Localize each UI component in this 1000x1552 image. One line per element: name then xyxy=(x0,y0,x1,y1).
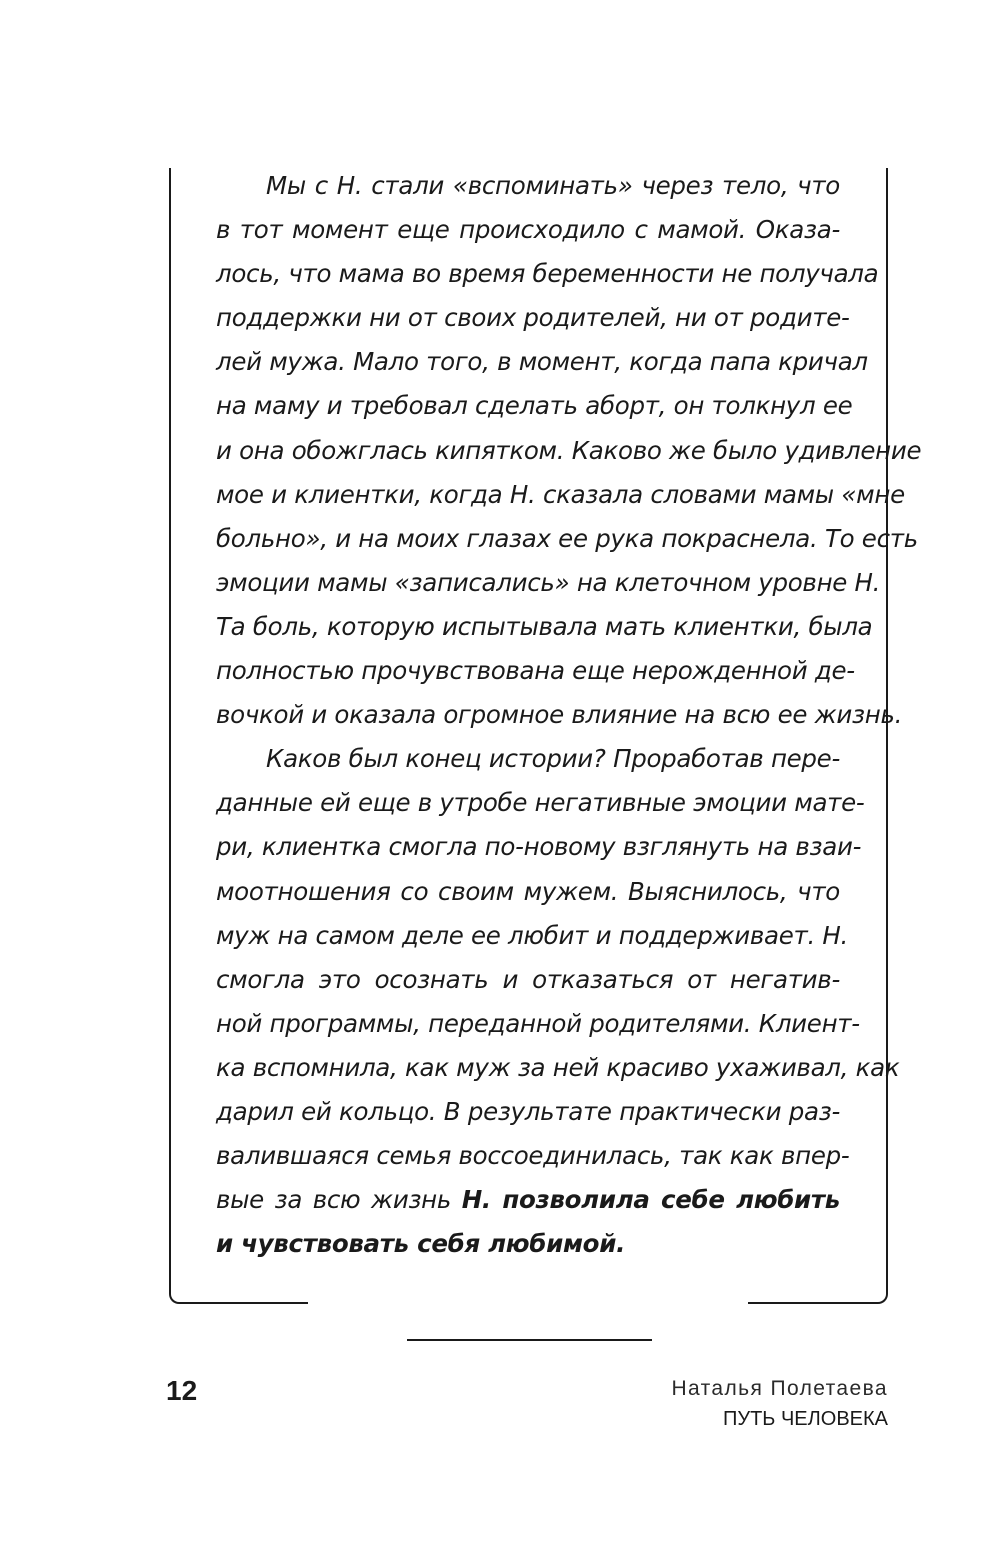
text-line: мое и клиентки, когда Н. сказала словами мамы «мне xyxy=(216,479,905,509)
bold-text-line: и чувствовать себя любимой. xyxy=(216,1229,626,1259)
text-line: поддержки ни от своих родителей, ни от родите- xyxy=(216,303,850,333)
text-line: муж на самом деле ее любит и поддерживает. Н. xyxy=(216,920,849,950)
boxed-text xyxy=(216,164,922,1266)
text-line: моотношения со своим мужем. Выяснилось, что xyxy=(216,876,840,906)
text-line: и она обожглась кипятком. Каково же было удивление xyxy=(216,435,922,465)
text-line: эмоции мамы «записались» на клеточном уровне Н. xyxy=(216,567,881,597)
frame-bottom-right-line xyxy=(748,1302,878,1304)
text-line-mixed xyxy=(216,1178,840,1222)
text-line: ной программы, переданной родителями. Клиент- xyxy=(216,1008,860,1038)
text-line: Мы с Н. стали «вспоминать» через тело, что xyxy=(266,171,840,200)
footer-separator xyxy=(407,1339,652,1341)
text-line: больно», и на моих глазах ее рука покраснела. То есть xyxy=(216,523,918,553)
text-line: Каков был конец истории? Проработав пере- xyxy=(266,744,840,774)
page-number: 12 xyxy=(166,1375,198,1406)
text-run: вые за всю жизнь xyxy=(216,1185,462,1215)
frame-right-border xyxy=(876,168,888,1304)
text-line: смогла это осознать и отказаться от негатив- xyxy=(216,964,840,994)
text-line: данные ей еще в утробе негативные эмоции мате- xyxy=(216,788,865,818)
text-line: валившаяся семья воссоединилась, так как впер- xyxy=(216,1141,850,1171)
frame-bottom-left-line xyxy=(180,1302,308,1304)
text-line: на маму и требовал сделать аборт, он толкнул ее xyxy=(216,391,853,421)
text-line: ка вспомнила, как муж за ней красиво ухаживал, как xyxy=(216,1052,900,1082)
author-name: Наталья Полетаева xyxy=(671,1377,888,1400)
text-line: Та боль, которую испытывала мать клиентки, была xyxy=(216,611,873,641)
text-line: лей мужа. Мало того, в момент, когда папа кричал xyxy=(216,347,868,377)
bold-text-run: Н. позволила себе любить xyxy=(461,1185,840,1215)
text-line: в тот момент еще происходило с мамой. Оказа- xyxy=(216,215,840,245)
text-line: вочкой и оказала огромное влияние на всю ее жизнь. xyxy=(216,700,903,730)
text-line: полностью прочувствована еще нерожденной де- xyxy=(216,656,855,686)
text-line: дарил ей кольцо. В результате практически раз- xyxy=(216,1096,840,1126)
frame-left-border xyxy=(169,168,181,1304)
text-line: ри, клиентка смогла по-новому взглянуть на взаи- xyxy=(216,832,862,862)
book-title: ПУТЬ ЧЕЛОВЕКА xyxy=(723,1408,888,1430)
text-line: лось, что мама во время беременности не получала xyxy=(216,259,879,289)
